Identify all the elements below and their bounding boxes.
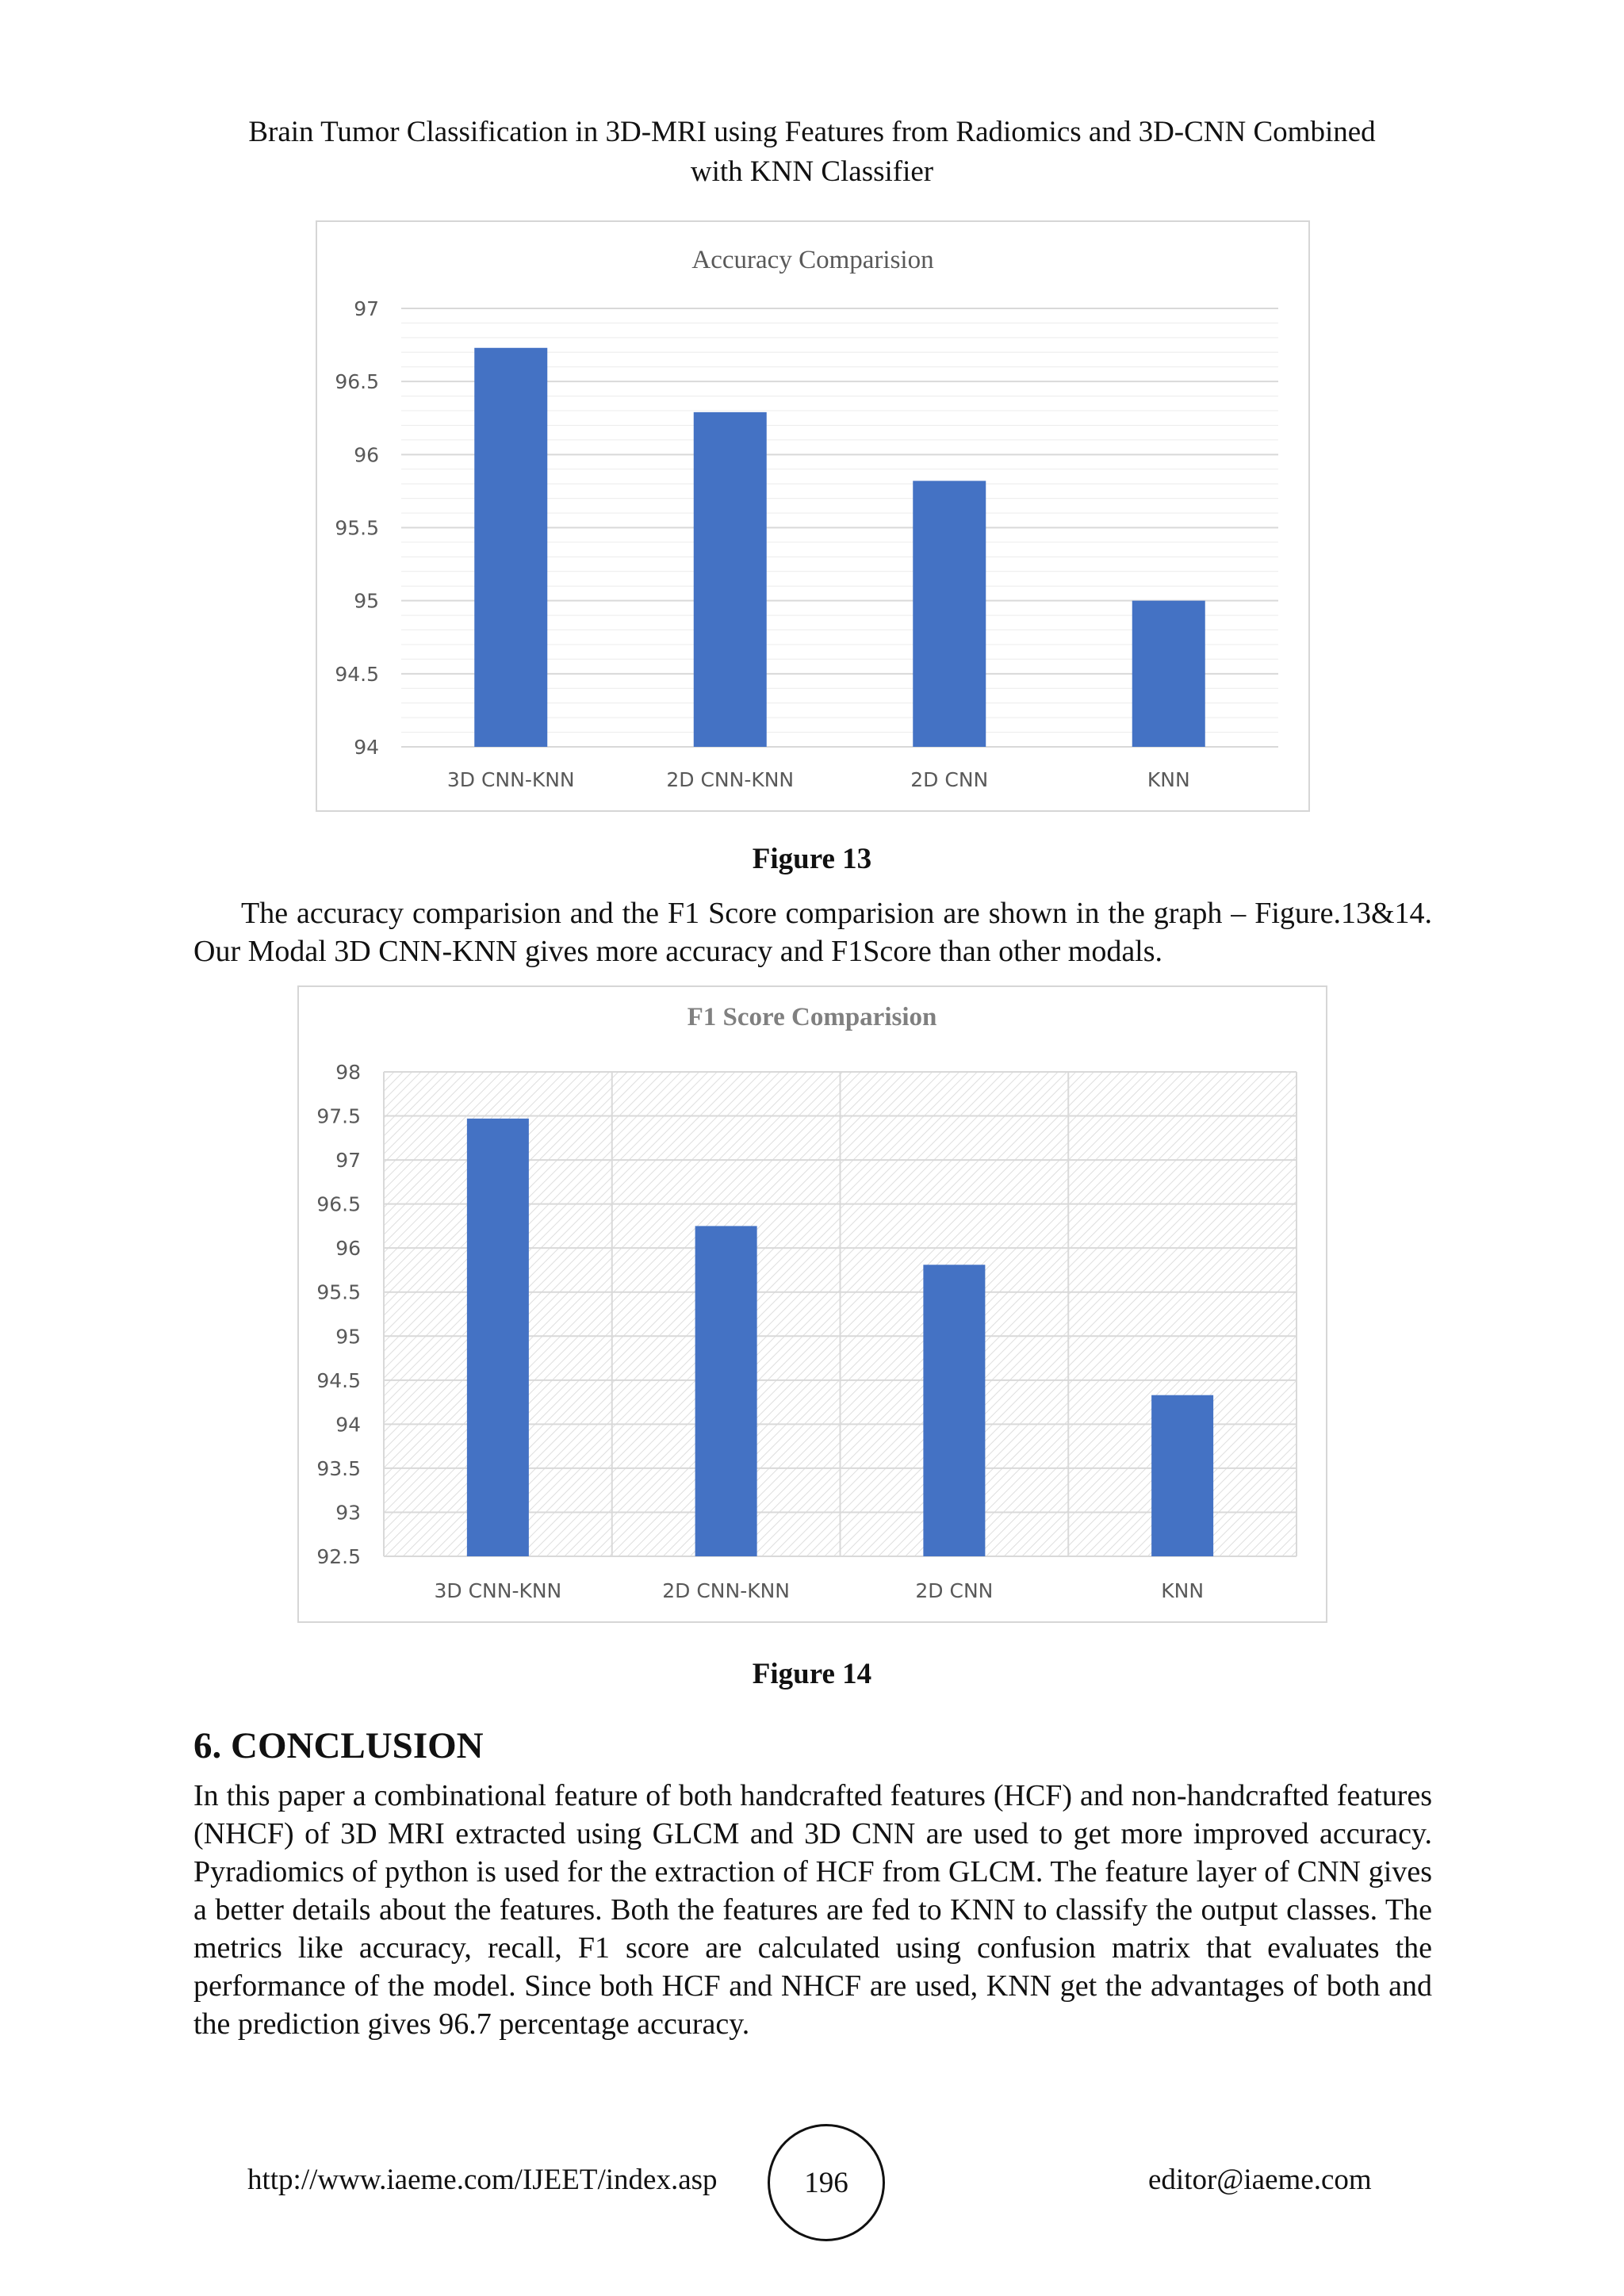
- y-tick-label: 96: [354, 443, 379, 467]
- running-header: [238, 113, 1386, 192]
- x-category-label: 2D CNN-KNN: [662, 1579, 791, 1602]
- paragraph-figure-intro: [193, 894, 1432, 970]
- y-tick-label: 95.5: [316, 1280, 361, 1304]
- x-category-label: 2D CNN-KNN: [666, 768, 795, 791]
- page-number: [768, 2124, 885, 2241]
- y-tick-label: 95: [335, 1325, 361, 1349]
- x-category-label: 3D CNN-KNN: [434, 1579, 562, 1602]
- chart-title: Accuracy Comparision: [691, 246, 934, 274]
- bar-2d-cnn: [913, 481, 986, 747]
- y-tick-label: 95.5: [335, 516, 379, 540]
- y-tick-label: 93: [335, 1501, 361, 1525]
- y-tick-label: 95: [354, 589, 379, 613]
- paragraph-text: The accuracy comparision and the F1 Score comparision are shown in the graph – Figure.13&14. Our Modal 3D CNN-KNN gives more accuracy and F1Score than other modals.: [193, 897, 1432, 968]
- bar-knn: [1132, 601, 1205, 747]
- y-tick-label: 96.5: [335, 370, 379, 394]
- y-tick-label: 96.5: [316, 1192, 361, 1216]
- x-category-label: 2D CNN: [915, 1579, 994, 1602]
- conclusion-text: In this paper a combinational feature of both handcrafted features (HCF) and non-handcrafted features (NHCF) of 3D MRI extracted using GLCM and 3D CNN are used to get more improved accuracy. Pyradiomics of python is used for the extraction of HCF from GLCM. The feature layer of CNN gives a better details about the features. Both the features are fed to KNN to classify the output classes. The metrics like accuracy, recall, F1 score are calculated using confusion matrix that evaluates the performance of the model. Since both HCF and NHCF are used, KNN get the advantages of both and the prediction gives 96.7 percentage accuracy.: [193, 1779, 1432, 2041]
- y-tick-label: 97: [354, 297, 379, 320]
- f1-chart-svg: [299, 987, 1326, 1621]
- y-tick-label: 94: [354, 736, 379, 759]
- bar-3d-cnn-knn: [474, 348, 547, 747]
- footer-email[interactable]: editor@iaeme.com: [1148, 2164, 1372, 2196]
- page-number-text: 196: [804, 2166, 848, 2199]
- conclusion-paragraph: [193, 1777, 1432, 2043]
- bar-2d-cnn-knn: [694, 412, 767, 747]
- figure-13-caption: Figure 13: [752, 843, 872, 875]
- accuracy-comparison-chart: [316, 220, 1310, 812]
- y-tick-label: 96: [335, 1237, 361, 1261]
- x-category-label: 2D CNN: [910, 768, 989, 791]
- y-tick-label: 94.5: [335, 662, 379, 686]
- f1-score-comparison-chart: [297, 985, 1327, 1623]
- bar-2d-cnn-knn: [695, 1226, 757, 1556]
- x-category-label: 3D CNN-KNN: [446, 768, 575, 791]
- y-tick-label: 94.5: [316, 1368, 361, 1392]
- bar-knn: [1151, 1395, 1213, 1556]
- running-header-line-1: Brain Tumor Classification in 3D-MRI using Features from Radiomics and 3D-CNN Combined: [248, 116, 1376, 148]
- y-tick-label: 97.5: [316, 1104, 361, 1128]
- y-tick-label: 94: [335, 1413, 361, 1437]
- x-category-label: KNN: [1147, 768, 1190, 791]
- chart-title: F1 Score Comparision: [687, 1003, 937, 1031]
- y-tick-label: 92.5: [316, 1545, 361, 1568]
- y-tick-label: 93.5: [316, 1456, 361, 1480]
- running-header-line-2: with KNN Classifier: [690, 155, 934, 188]
- bar-2d-cnn: [923, 1265, 985, 1556]
- section-heading-conclusion: 6. CONCLUSION: [193, 1725, 484, 1766]
- figure-14-caption: Figure 14: [752, 1658, 872, 1690]
- x-category-label: KNN: [1161, 1579, 1205, 1602]
- y-tick-label: 97: [335, 1149, 361, 1173]
- bar-3d-cnn-knn: [467, 1119, 529, 1556]
- accuracy-chart-svg: [317, 222, 1308, 810]
- y-tick-label: 98: [335, 1061, 361, 1084]
- footer-url[interactable]: http://www.iaeme.com/IJEET/index.asp: [247, 2164, 718, 2196]
